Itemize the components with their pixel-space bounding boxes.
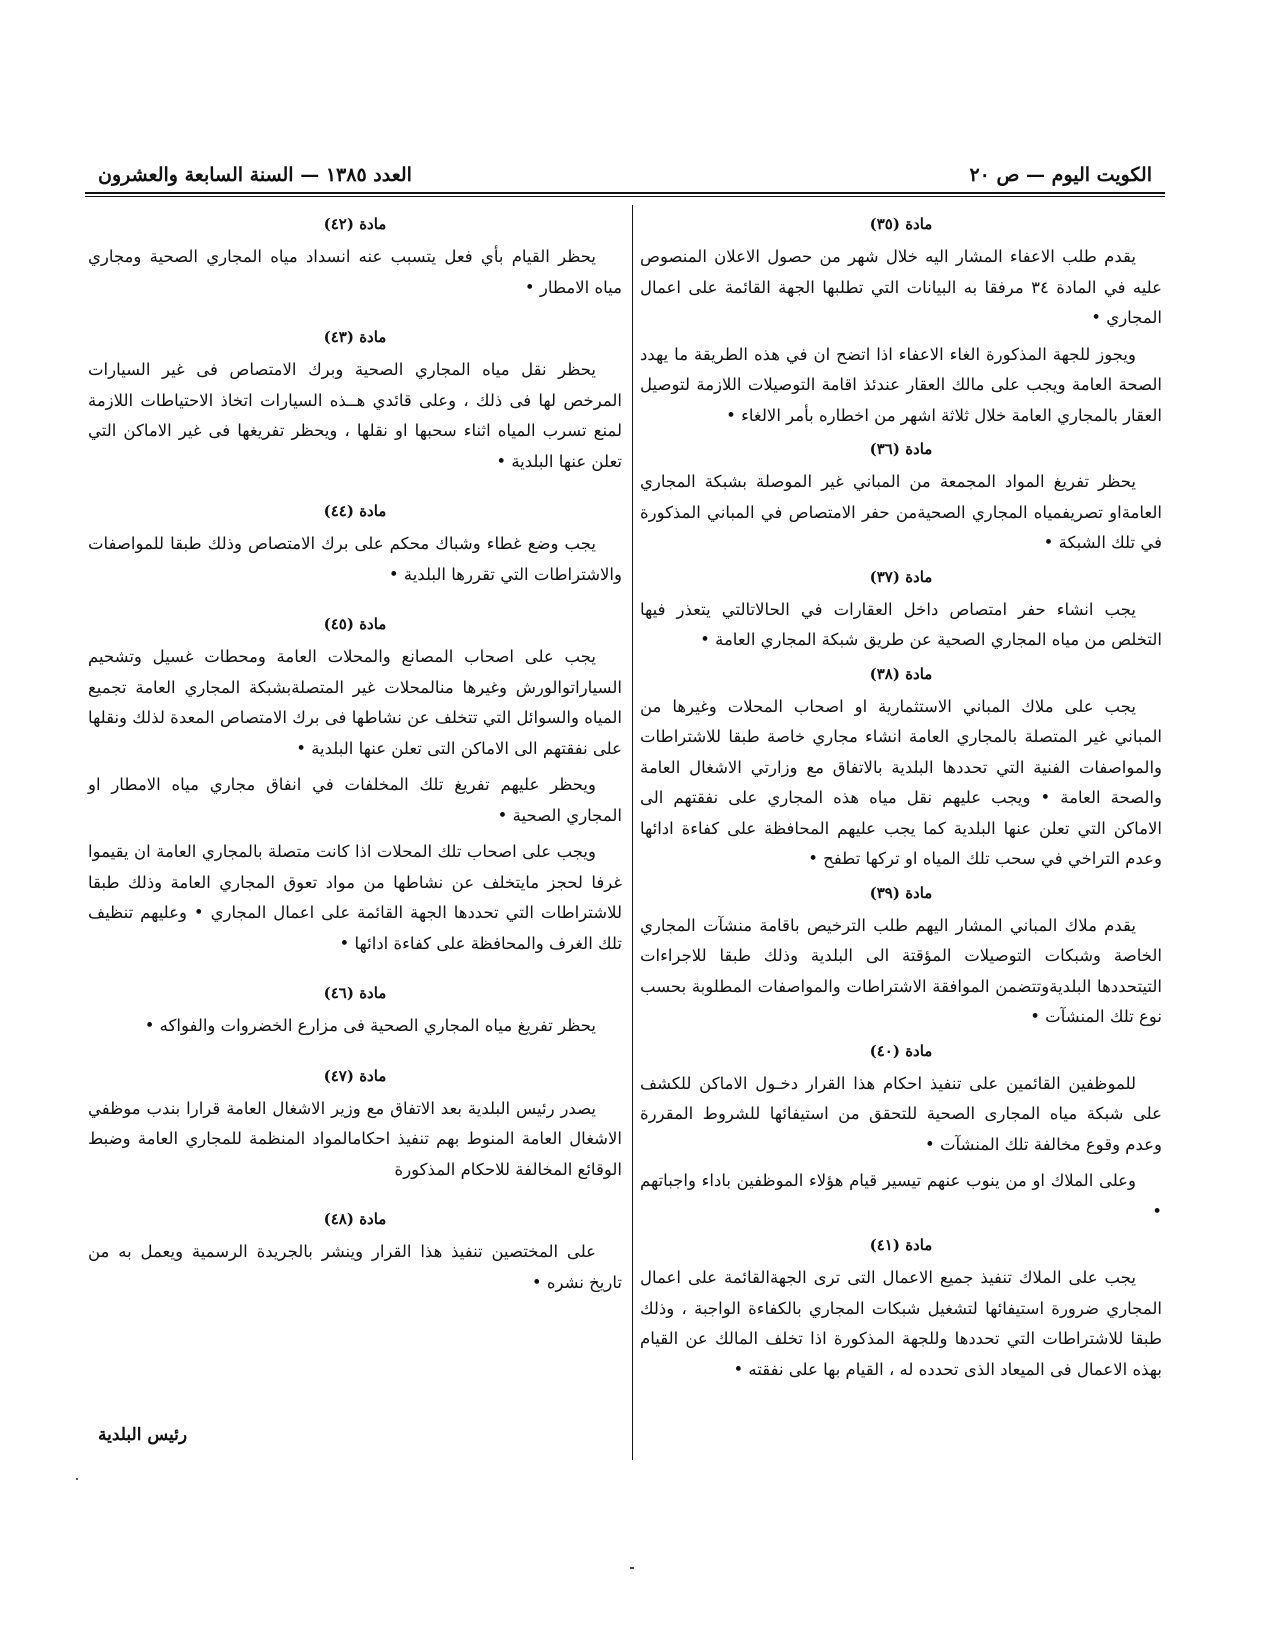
article-section	[640, 212, 1162, 431]
article-heading: مادة (٤٧)	[323, 1066, 387, 1085]
article-section	[640, 662, 1162, 875]
article-section	[640, 565, 1162, 656]
article-section	[88, 325, 622, 477]
article-paragraph: يقدم ملاك المباني المشار اليهم طلب الترخيص باقامة منشآت المجاري الخاصة وشبكات التوصيلات المؤقتة الى البلدية وذلك طبقا للاجراءات التيتحددها البلديةوتتضمن الموافقة الاشتراطات والمواصفات المطلوبة بحسب نوع تلك المنشآت •	[640, 915, 1162, 1026]
left-column	[88, 212, 622, 1320]
article-section	[640, 1039, 1162, 1228]
article-heading: مادة (٤٥)	[323, 615, 387, 633]
article-heading: مادة (٤٣)	[323, 328, 387, 346]
header-left: العدد ١٣٨٥ — السنة السابعة والعشرون	[98, 164, 412, 186]
article-section	[640, 1233, 1162, 1385]
article-paragraph: ويجب على اصحاب تلك المحلات اذا كانت متصلة بالمجاري العامة ان يقيموا غرفا لحجز مايتخلف عن نشاطها من مواد تعوق المجاري العامة وذلك طبقا للاشتراطات التي تحددها الجهة القائمة على اعمال المجاري • وعليهم تنظيف تلك الغرف والمحافظة على كفاءة ادائها •	[88, 842, 622, 953]
article-paragraph: ويحظر عليهم تفريغ تلك المخلفات في انفاق مجاري مياه الامطار او المجاري الصحية •	[88, 775, 622, 825]
header-rule-thin	[85, 196, 1165, 197]
article-heading: مادة (٤٦)	[323, 984, 387, 1002]
article-heading: مادة (٤٢)	[323, 215, 387, 233]
article-paragraph: ويجوز للجهة المذكورة الغاء الاعفاء اذا اتضح ان في هذه الطريقة ما يهدد الصحة العامة ويجب على مالك العقار عندئذ اقامة التوصيلات اللازمة لتوصيل العقار بالمجاري العامة خلال ثلاثة اشهر من اخطاره بأمر الالغاء •	[640, 344, 1162, 425]
article-heading: مادة (٣٧)	[869, 567, 933, 586]
article-section	[88, 612, 622, 959]
header-right: الكويت اليوم — ص ٢٠	[969, 164, 1152, 186]
article-heading: مادة (٣٦)	[869, 440, 933, 458]
article-paragraph: يجب على اصحاب المصانع والمحلات العامة ومحطات غسيل وتشحيم السياراتوالورش وغيرها منالمحلات غير المتصلةبشبكة المجاري العامة تجميع المياه والسوائل التي تتخلف عن نشاطها فى برك الامتصاص المعدة لذلك ونقلها على نفقتهم الى الاماكن التى تعلن عنها البلدية •	[88, 647, 622, 758]
article-paragraph: يجب انشاء حفر امتصاص داخل العقارات في الحالاتالتي يتعذر فيها التخلص من مياه المجاري الصحية عن طريق شبكة المجاري العامة •	[640, 599, 1162, 649]
article-paragraph: يحظر نقل مياه المجاري الصحية وبرك الامتصاص فى غير السيارات المرخص لها فى ذلك ، وعلى قائدي هــذه السيارات اتخاذ الاحتياطات اللازمة لمنع تسرب المياه اثناء سحبها او نقلها ، ويحظر تفريغها فى غير الاماكن التي تعلن عنها البلدية •	[88, 360, 622, 471]
signature: رئيس البلدية	[98, 1425, 188, 1445]
article-heading: مادة (٤٠)	[869, 1041, 933, 1060]
article-section	[640, 881, 1162, 1033]
article-paragraph: على المختصين تنفيذ هذا القرار وينشر بالجريدة الرسمية ويعمل به من تاريخ نشره •	[88, 1242, 622, 1292]
article-heading: مادة (٣٩)	[869, 883, 933, 902]
article-section	[88, 1064, 622, 1186]
scan-speck	[76, 1478, 78, 1480]
article-section	[640, 437, 1162, 559]
article-paragraph: للموظفين القائمين على تنفيذ احكام هذا القرار دخـول الاماكن للكشف على شبكة مياه المجارى الصحية للتحقق من استيفائها للشروط المقررة وعدم وقوع مخالفة تلك المنشآت •	[640, 1073, 1162, 1154]
article-paragraph: وعلى الملاك او من ينوب عنهم تيسير قيام هؤلاء الموظفين باداء واجباتهم •	[640, 1171, 1162, 1221]
header-rule	[85, 192, 1165, 194]
article-section	[88, 499, 622, 590]
article-paragraph: يجب وضع غطاء وشباك محكم على برك الامتصاص وذلك طبقا للمواصفات والاشتراطات التي تقررها البلدية •	[88, 534, 622, 584]
page-header	[88, 160, 1158, 194]
right-column	[640, 212, 1162, 1391]
article-paragraph: يحظر القيام بأي فعل يتسبب عنه انسداد مياه المجاري الصحية ومجاري مياه الامطار •	[88, 247, 622, 297]
article-paragraph: يصدر رئيس البلدية بعد الاتفاق مع وزير الاشغال العامة قرارا بندب موظفي الاشغال العامة المنوط بهم تنفيذ احكامالمواد المنظمة للمجاري العامة وضبط الوقائع المخالفة للاحكام المذكورة	[88, 1098, 622, 1179]
article-heading: مادة (٤١)	[869, 1236, 933, 1254]
article-section	[88, 981, 622, 1042]
article-paragraph: يجب على الملاك تنفيذ جميع الاعمال التى ترى الجهةالقائمة على اعمال المجاري ضرورة استيفائها لتشغيل شبكات المجاري بالكفاءة الواجبة ، وذلك طبقا للاشتراطات التي تحددها وللجهة المذكورة اذا تخلف المالك عن القيام بهذه الاعمال فى الميعاد الذى تحدده له ، القيام بها على نفقته •	[640, 1268, 1162, 1379]
article-paragraph: يجب على ملاك المباني الاستثمارية او اصحاب المحلات وغيرها من المباني غير المتصلة بالمجاري العامة انشاء مجاري خاصة طبقا للاشتراطات والمواصفات الفنية التي تحددها البلدية بالاتفاق مع وزارتي الاشغال العامة والصحة العامة • ويجب عليهم نقل مياه هذه المجاري على نفقتهم الى الاماكن التي تعلن عنها البلدية كما يجب عليهم المحافظة على كفاءة ادائها وعدم التراخي في سحب تلك المياه او تركها تطفح •	[640, 696, 1162, 868]
article-paragraph: يحظر تفريغ مياه المجاري الصحية فى مزارع الخضروات والفواكه •	[144, 1016, 596, 1035]
column-divider	[632, 205, 633, 1460]
article-section	[88, 1207, 622, 1298]
article-heading: مادة (٣٨)	[869, 664, 933, 683]
article-section	[88, 212, 622, 303]
article-heading: مادة (٣٥)	[869, 215, 933, 233]
article-paragraph: يقدم طلب الاعفاء المشار اليه خلال شهر من حصول الاعلان المنصوص عليه في المادة ٣٤ مرفقا به البيانات التي تطلبها الجهة القائمة على اعمال المجاري •	[640, 247, 1162, 327]
article-heading: مادة (٤٨)	[323, 1210, 387, 1228]
article-paragraph: يحظر تفريغ المواد المجمعة من المباني غير الموصلة بشبكة المجاري العامةاو تصريفمياه المجاري الصحيةمن حفر الامتصاص في المباني المذكورة في تلك الشبكة •	[640, 472, 1162, 552]
scan-speck	[630, 1567, 634, 1569]
article-heading: مادة (٤٤)	[323, 502, 387, 520]
